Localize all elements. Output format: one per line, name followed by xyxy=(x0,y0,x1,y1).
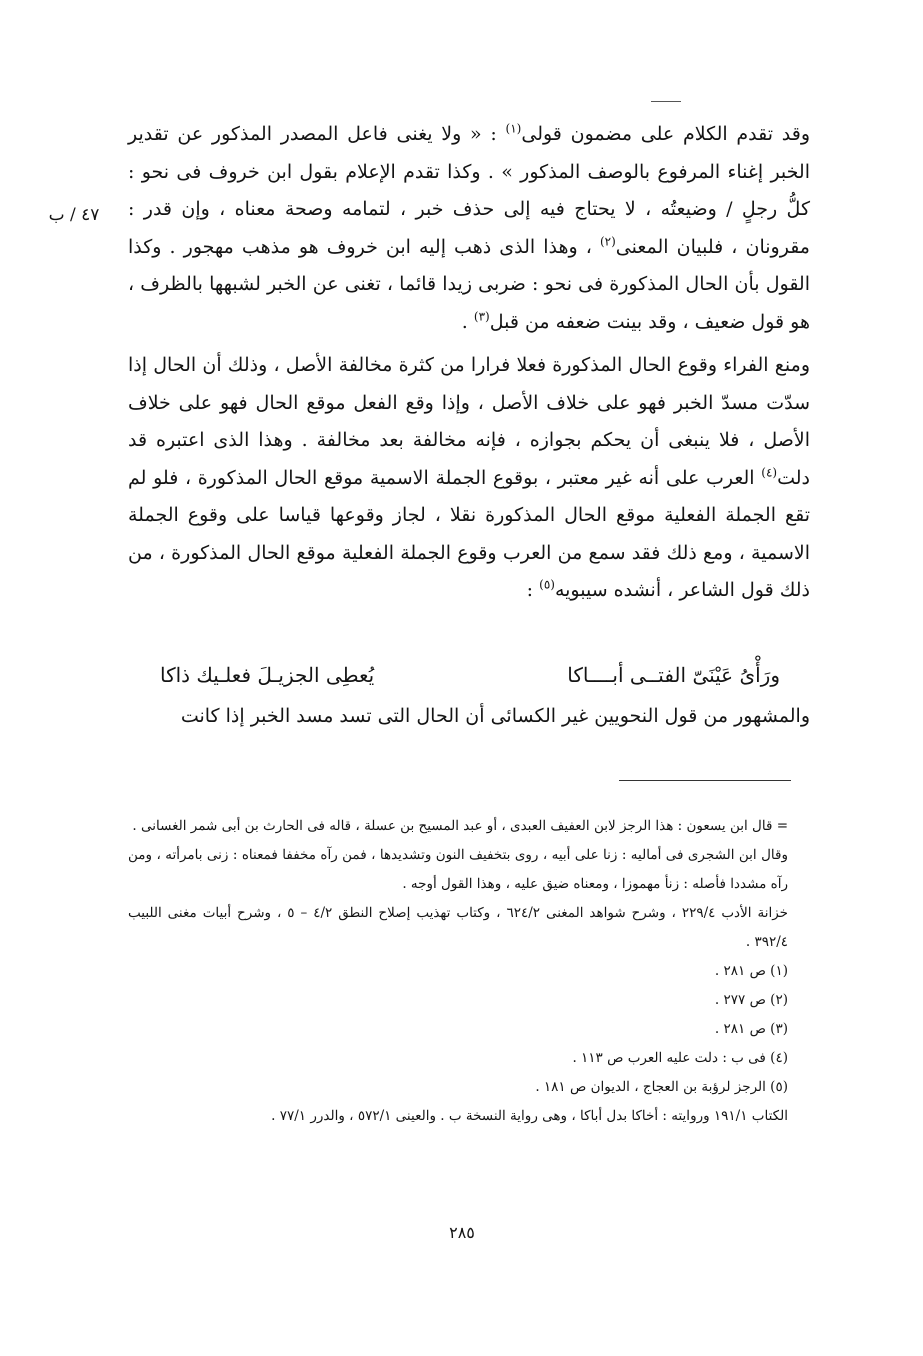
paragraph-2 xyxy=(128,347,810,610)
footnote-ref-3: (٣) xyxy=(473,309,490,324)
verse-second-hemistich: يُعطِى الجزيـلَ فعلـيك ذاكا xyxy=(160,663,375,687)
main-text xyxy=(128,116,810,610)
paragraph-1-text-c: ، وهذا الذى ذهب إليه ابن خروف هو مذهب مهجور . وكذا القول بأن الحال المذكورة فى نحو : ضربى زيدا قائما ، تغنى عن الخبر لشبهها بالظرف ، هو قول ضعيف ، وقد بينت ضعفه من قبل xyxy=(128,235,810,333)
footnote-2: (٢) ص ٢٧٧ . xyxy=(714,992,788,1008)
verse-first-hemistich: ورَأْىُ عَيْنَىّ الفتــى أبــــاكا xyxy=(567,663,780,687)
poetry-verse xyxy=(160,655,780,695)
footnote-continuation-1: = قال ابن يسعون : هذا الرجز لابن العفيف العبدى ، أو عبد المسيح بن عسلة ، قاله فى الحارث بن أبى شمر الغسانى . xyxy=(132,818,788,834)
footnote-1: (١) ص ٢٨١ . xyxy=(714,963,788,979)
footnote-3: (٣) ص ٢٨١ . xyxy=(714,1021,788,1037)
footnotes xyxy=(128,812,788,1131)
footnote-separator xyxy=(619,780,791,781)
footnote-5: (٥) الرجز لرؤبة بن العجاج ، الديوان ص ١٨١ . xyxy=(535,1079,788,1095)
paragraph-1 xyxy=(128,116,810,341)
page-number: ٢٨٥ xyxy=(449,1223,475,1242)
margin-folio-reference: ٤٧ / ب xyxy=(48,205,100,225)
paragraph-1-text-a: وقد تقدم الكلام على مضمون قولى xyxy=(521,123,810,145)
paragraph-2-text-a: ومنع الفراء وقوع الحال المذكورة فعلا فرارا من كثرة مخالفة الأصل ، وذلك أن الحال إذا سدّت مسدّ الخبر فهو على خلاف الأصل ، وإذا وقع الفعل موقع الحال فهو على خلاف الأصل ، فلا ينبغى أن يحكم بجوازه ، فإنه مخالفة بعد مخالفة . وهذا الذى اعتبره قد دلت xyxy=(128,354,810,489)
footnote-5-continuation: الكتاب ١٩١/١ وروايته : أخاكا بدل أباكا ، وهى رواية النسخة ب . والعينى ٥٧٢/١ ، والدرر ٧٧/١ . xyxy=(271,1108,788,1124)
paragraph-2-text-c: : xyxy=(526,579,540,601)
footnote-4: (٤) فى ب : دلت عليه العرب ص ١١٣ . xyxy=(572,1050,788,1066)
header-rule xyxy=(651,101,681,102)
footnote-ref-2: (٢) xyxy=(599,234,616,249)
footnote-continuation-2: وقال ابن الشجرى فى أماليه : زنا على أبيه ، روى بتخفيف النون وتشديدها ، فمن رآه مخففا فمعناه : زنى بامرأته ، ومن رآه مشددا فأصله : زنأ مهموزا ، ومعناه ضيق عليه ، وهذا القول أوجه . xyxy=(128,847,788,892)
footnote-ref-1: (١) xyxy=(505,121,522,136)
paragraph-3: والمشهور من قول النحويين غير الكسائى أن الحال التى تسد مسد الخبر إذا كانت xyxy=(180,705,810,727)
footnote-ref-4: (٤) xyxy=(761,465,778,480)
paragraph-1-text-d: . xyxy=(461,310,474,333)
footnote-continuation-3: خزانة الأدب ٢٢٩/٤ ، وشرح شواهد المغنى ٦٢٤/٢ ، وكتاب تهذيب إصلاح النطق ٤/٢ – ٥ ، وشرح أبيات مغنى اللبيب ٣٩٢/٤ . xyxy=(128,905,789,950)
paragraph-1-text-b: : « ولا يغنى فاعل المصدر المذكور عن تقدير الخبر إغناء المرفوع بالوصف المذكور » . وكذا تقدم الإعلام بقول ابن خروف فى نحو : كلُّ رجلٍ / وضيعتُه ، لا يحتاج فيه إلى حذف خبر ، لتمامه وصحة معناه ، وإن قدر : مقرونان ، فلبيان المعنى xyxy=(128,123,810,258)
footnote-ref-5: (٥) xyxy=(539,577,555,592)
paragraph-2-text-b: العرب على أنه غير معتبر ، بوقوع الجملة الاسمية موقع الحال المذكورة ، فلو لم تقع الجملة الفعلية موقع الحال المذكورة نقلا ، لجاز وقوعها قياسا على وقوع الجملة الاسمية ، ومع ذلك فقد سمع من العرب وقوع الجملة الفعلية موقع الحال المذكورة ، من ذلك قول الشاعر ، أنشده سيبويه xyxy=(128,466,810,601)
